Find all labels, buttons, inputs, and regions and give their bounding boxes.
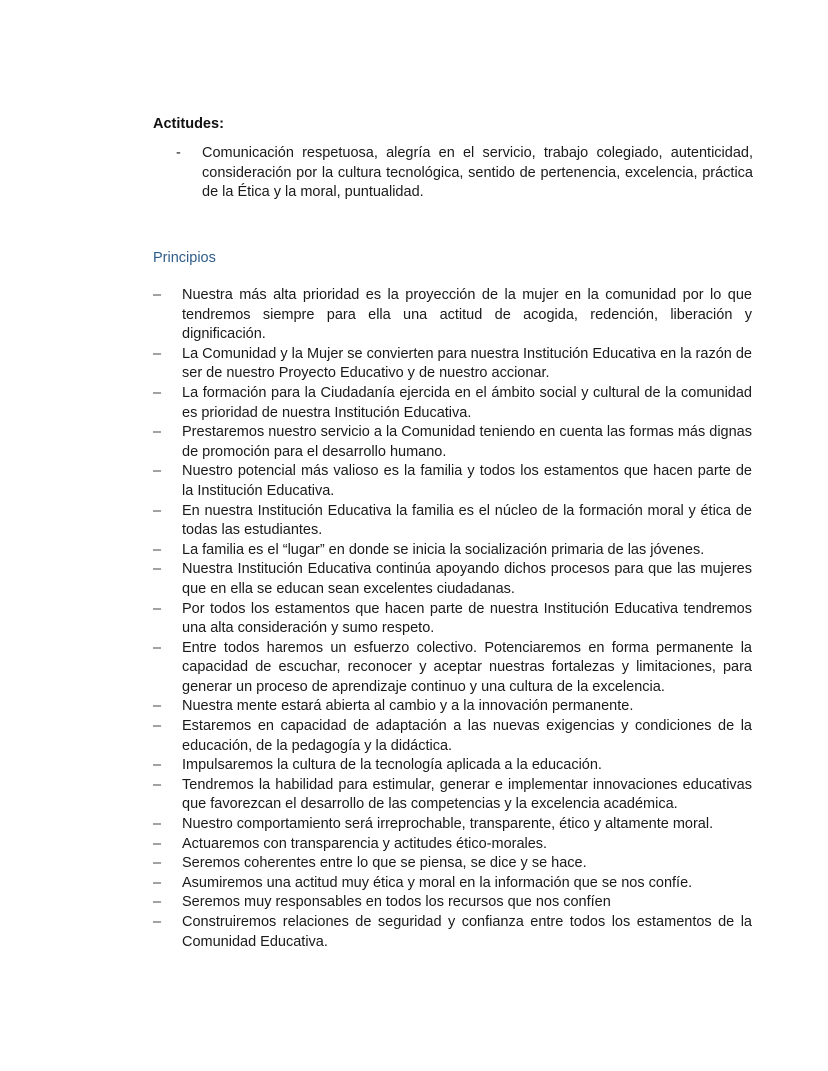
list-item-text: Seremos coherentes entre lo que se piensa, se dice y se hace. — [182, 855, 587, 872]
list-item — [153, 835, 752, 855]
bullet-dash: – — [153, 874, 162, 891]
list-item-text: Prestaremos nuestro servicio a la Comunidad teniendo en cuenta las formas más dignas de promoción para el desarrollo humano. — [182, 424, 752, 460]
principios-title: Principios — [153, 250, 216, 266]
list-item — [153, 144, 753, 203]
bullet-dash: – — [153, 463, 162, 480]
list-item — [153, 874, 752, 894]
list-item-text: Nuestra mente estará abierta al cambio y a la innovación permanente. — [182, 698, 634, 715]
bullet-dash: – — [153, 835, 162, 852]
principios-list — [153, 286, 752, 952]
list-item — [153, 697, 752, 717]
bullet-dash: – — [153, 384, 162, 401]
list-item — [153, 893, 752, 913]
list-item-text: Nuestra Institución Educativa continúa apoyando dichos procesos para que las mujeres que en ella se educan sean excelentes ciudadanas. — [182, 561, 752, 597]
bullet-dash: – — [153, 424, 162, 441]
list-item-text: La Comunidad y la Mujer se convierten para nuestra Institución Educativa en la razón de ser de nuestro Proyecto Educativo y de nuestro accionar. — [182, 345, 752, 382]
list-item-text: Entre todos haremos un esfuerzo colectivo. Potenciaremos en forma permanente la capacidad de escuchar, reconocer y aceptar nuestras fortalezas y limitaciones, para generar un proceso de aprendizaje continuo y una cultura de la excelencia. — [182, 639, 752, 695]
list-item-text: Tendremos la habilidad para estimular, generar e implementar innovaciones educativas que favorezcan el desarrollo de las competencias y la excelencia académica. — [182, 776, 752, 813]
list-item — [153, 560, 752, 599]
list-item-text: Asumiremos una actitud muy ética y moral en la información que se nos confíe. — [182, 874, 693, 891]
list-item — [153, 286, 752, 345]
bullet-dash: – — [153, 502, 162, 519]
list-item-text: En nuestra Institución Educativa la familia es el núcleo de la formación moral y ética de todas las estudiantes. — [182, 502, 752, 539]
bullet-dash: – — [153, 914, 162, 930]
list-item-text: Construiremos relaciones de seguridad y confianza entre todos los estamentos de la Comunidad Educativa. — [182, 914, 752, 950]
list-item-text: La formación para la Ciudadanía ejercida en el ámbito social y cultural de la comunidad es prioridad de nuestra Institución Educativa. — [182, 384, 752, 421]
list-item — [153, 815, 752, 835]
list-item — [153, 639, 752, 698]
bullet-dash: – — [153, 894, 162, 911]
list-item — [153, 384, 752, 423]
list-item-text: Comunicación respetuosa, alegría en el servicio, trabajo colegiado, autenticidad, consideración por la cultura tecnológica, sentido de pertenencia, excelencia, práctica de la Ética y la moral, puntualidad. — [202, 145, 753, 201]
list-item — [153, 462, 752, 501]
bullet-dash: – — [153, 698, 162, 715]
list-item — [153, 854, 752, 874]
list-item-text: Impulsaremos la cultura de la tecnología aplicada a la educación. — [182, 757, 602, 774]
bullet-dash: – — [153, 718, 162, 735]
bullet-dash: – — [153, 639, 162, 656]
bullet-dash: – — [153, 855, 162, 872]
list-item-text: Nuestro comportamiento será irreprochable, transparente, ético y altamente moral. — [182, 816, 714, 833]
list-item — [153, 717, 752, 756]
list-item — [153, 913, 752, 952]
list-item — [153, 756, 752, 776]
bullet-dash: – — [153, 287, 162, 303]
list-item-text: Seremos muy responsables en todos los recursos que nos confíen — [182, 894, 611, 911]
bullet-dash: – — [153, 561, 162, 578]
list-item-text: Nuestra más alta prioridad es la proyección de la mujer en la comunidad por lo que tendremos siempre para ella una actitud de acogida, redención, liberación y dignificación. — [182, 287, 752, 343]
actitudes-list — [153, 144, 753, 203]
list-item — [153, 776, 752, 815]
bullet-dash: – — [153, 757, 162, 774]
list-item-text: La familia es el “lugar” en donde se inicia la socialización primaria de las jóvenes. — [182, 541, 705, 558]
bullet-dash: – — [153, 816, 162, 833]
bullet-dash: – — [153, 776, 162, 793]
list-item — [153, 423, 752, 462]
list-item — [153, 502, 752, 541]
bullet-dash: - — [176, 145, 181, 161]
list-item — [153, 345, 752, 384]
list-item — [153, 600, 752, 639]
list-item-text: Actuaremos con transparencia y actitudes ético-morales. — [182, 835, 548, 852]
list-item-text: Por todos los estamentos que hacen parte de nuestra Institución Educativa tendremos una alta consideración y sumo respeto. — [182, 600, 752, 637]
bullet-dash: – — [153, 541, 162, 558]
bullet-dash: – — [153, 345, 162, 362]
list-item-text: Nuestro potencial más valioso es la familia y todos los estamentos que hacen parte de la Institución Educativa. — [182, 463, 752, 499]
actitudes-heading: Actitudes: — [153, 116, 224, 132]
bullet-dash: – — [153, 600, 162, 617]
list-item-text: Estaremos en capacidad de adaptación a las nuevas exigencias y condiciones de la educación, de la pedagogía y la didáctica. — [182, 718, 752, 754]
list-item — [153, 541, 752, 561]
